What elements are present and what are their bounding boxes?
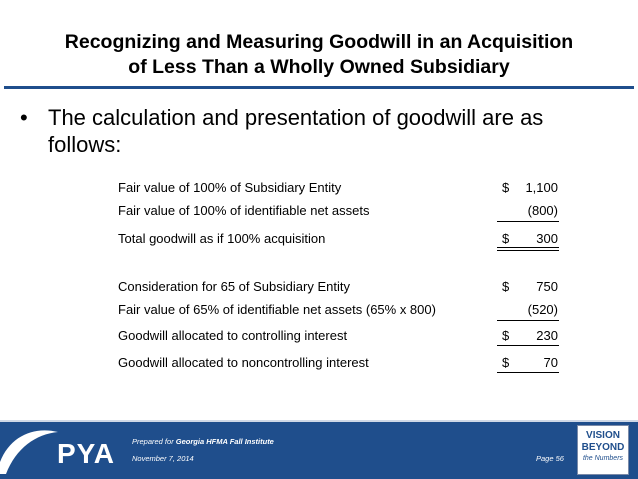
table-row [118,279,568,299]
row-currency: $ [502,180,510,195]
underline [497,247,559,248]
table-row [118,203,568,223]
row-value: (800) [527,203,558,218]
prepared-prefix: Prepared for [132,437,174,446]
row-currency: $ [502,231,510,246]
row-currency: $ [502,328,510,343]
logo-arc-icon [0,422,60,479]
vision-beyond-logo [577,425,629,475]
row-value: 70 [543,355,558,370]
beyond-text: BEYOND [581,442,625,453]
row-label: Fair value of 65% of identifiable net assets (65% x 800) [118,302,436,317]
bullet-icon: • [20,105,28,130]
row-value: 750 [536,279,558,294]
numbers-text: the Numbers [582,455,624,462]
row-value: 300 [536,231,558,246]
underline [497,221,559,222]
title-line-1: Recognizing and Measuring Goodwill in an Acquisition [64,31,574,53]
row-value: 230 [536,328,558,343]
underline [497,372,559,373]
table-row [118,231,568,251]
row-label: Goodwill allocated to controlling interest [118,328,348,343]
prepared-org: Georgia HFMA Fall Institute [175,437,274,446]
page-number: Page 56 [536,454,564,463]
underline [497,345,559,346]
row-currency: $ [502,279,510,294]
bullet-text-1: The calculation and presentation of goodwill are as [48,105,544,130]
underline [497,250,559,251]
row-label: Goodwill allocated to noncontrolling interest [118,355,369,370]
table-row [118,302,568,322]
prepared-for [132,437,274,446]
row-label: Total goodwill as if 100% acquisition [118,231,326,246]
row-label: Consideration for 65 of Subsidiary Entity [118,279,350,294]
row-label: Fair value of 100% of identifiable net assets [118,203,370,218]
pya-logo: PYA [57,438,116,469]
table-row [118,180,568,200]
title-line-2: of Less Than a Wholly Owned Subsidiary [128,56,510,78]
bullet-text-2: follows: [48,132,122,157]
row-label: Fair value of 100% of Subsidiary Entity [118,180,342,195]
vision-text: VISION [586,430,620,441]
row-value: 1,100 [525,180,558,195]
row-currency: $ [502,355,510,370]
underline [497,320,559,321]
row-value: (520) [527,302,558,317]
footer-date: November 7, 2014 [132,454,194,463]
